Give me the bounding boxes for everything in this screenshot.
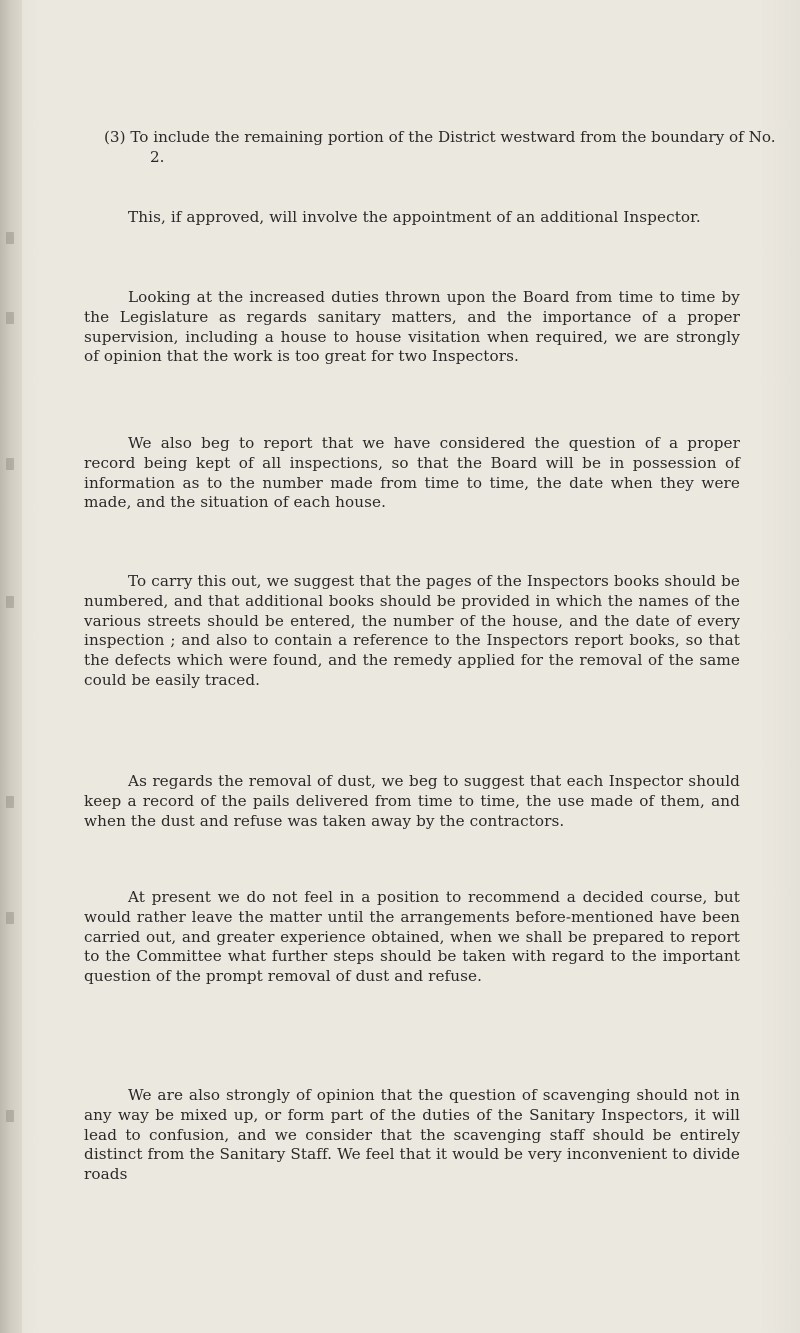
paragraph-text: This, if approved, will involve the appointment of an additional Inspector. bbox=[128, 208, 701, 226]
gutter-mark bbox=[6, 458, 14, 470]
paragraph-inspectors-books bbox=[84, 572, 740, 691]
gutter-mark bbox=[6, 796, 14, 808]
binding-gutter bbox=[0, 0, 22, 1333]
paragraph-text: At present we do not feel in a position to recommend a decided course, but would rather leave the matter until the arrangements before-mentioned have been carried out, and greater experience obtained, when we shall be prepared to report to the Committee what further steps should be taken with regard to the important question of the prompt removal of dust and refuse. bbox=[84, 888, 740, 986]
paragraph-text: As regards the removal of dust, we beg to suggest that each Inspector should keep a record of the pails delivered from time to time, the use made of them, and when the dust and refuse was taken away by the contractors. bbox=[84, 772, 740, 830]
paragraph-text: Looking at the increased duties thrown upon the Board from time to time by the Legislature as regards sanitary matters, and the importance of a proper supervision, including a house to house visitation when required, we are strongly of opinion that the work is too great for two Inspectors. bbox=[84, 288, 740, 366]
gutter-mark bbox=[6, 232, 14, 244]
paragraph-removal-of-dust bbox=[84, 772, 740, 831]
paragraph-additional-inspector bbox=[84, 208, 740, 228]
paragraph-text: We also beg to report that we have considered the question of a proper record being kept of all inspections, so that the Board will be in possession of information as to the number made from time to time, the date when they were made, and the situation of each house. bbox=[84, 434, 740, 512]
gutter-mark bbox=[6, 912, 14, 924]
paragraph-record-of-inspections bbox=[84, 434, 740, 513]
list-item-3: (3) To include the remaining portion of the District westward from the boundary of No. 2. bbox=[104, 128, 776, 166]
gutter-mark bbox=[6, 312, 14, 324]
paragraph-text: We are also strongly of opinion that the question of scavenging should not in any way be mixed up, or form part of the duties of the Sanitary Inspectors, it will lead to confusion, and we consider that the scavenging staff should be entirely distinct from the Sanitary Staff. We feel that it would be very inconvenient to divide roads bbox=[84, 1086, 740, 1184]
paragraph-scavenging bbox=[84, 1086, 740, 1185]
paragraph-decided-course bbox=[84, 888, 740, 987]
gutter-mark bbox=[6, 596, 14, 608]
paragraph-text: To carry this out, we suggest that the pages of the Inspectors books should be numbered, and that additional books should be provided in which the names of the various streets should be entered, the number of the house, and the date of every inspection ; and also to contain a reference to the Inspectors report books, so that the defects which were found, and the remedy applied for the removal of the same could be easily traced. bbox=[84, 572, 740, 689]
paragraph-increased-duties bbox=[84, 288, 740, 367]
gutter-mark bbox=[6, 1110, 14, 1122]
